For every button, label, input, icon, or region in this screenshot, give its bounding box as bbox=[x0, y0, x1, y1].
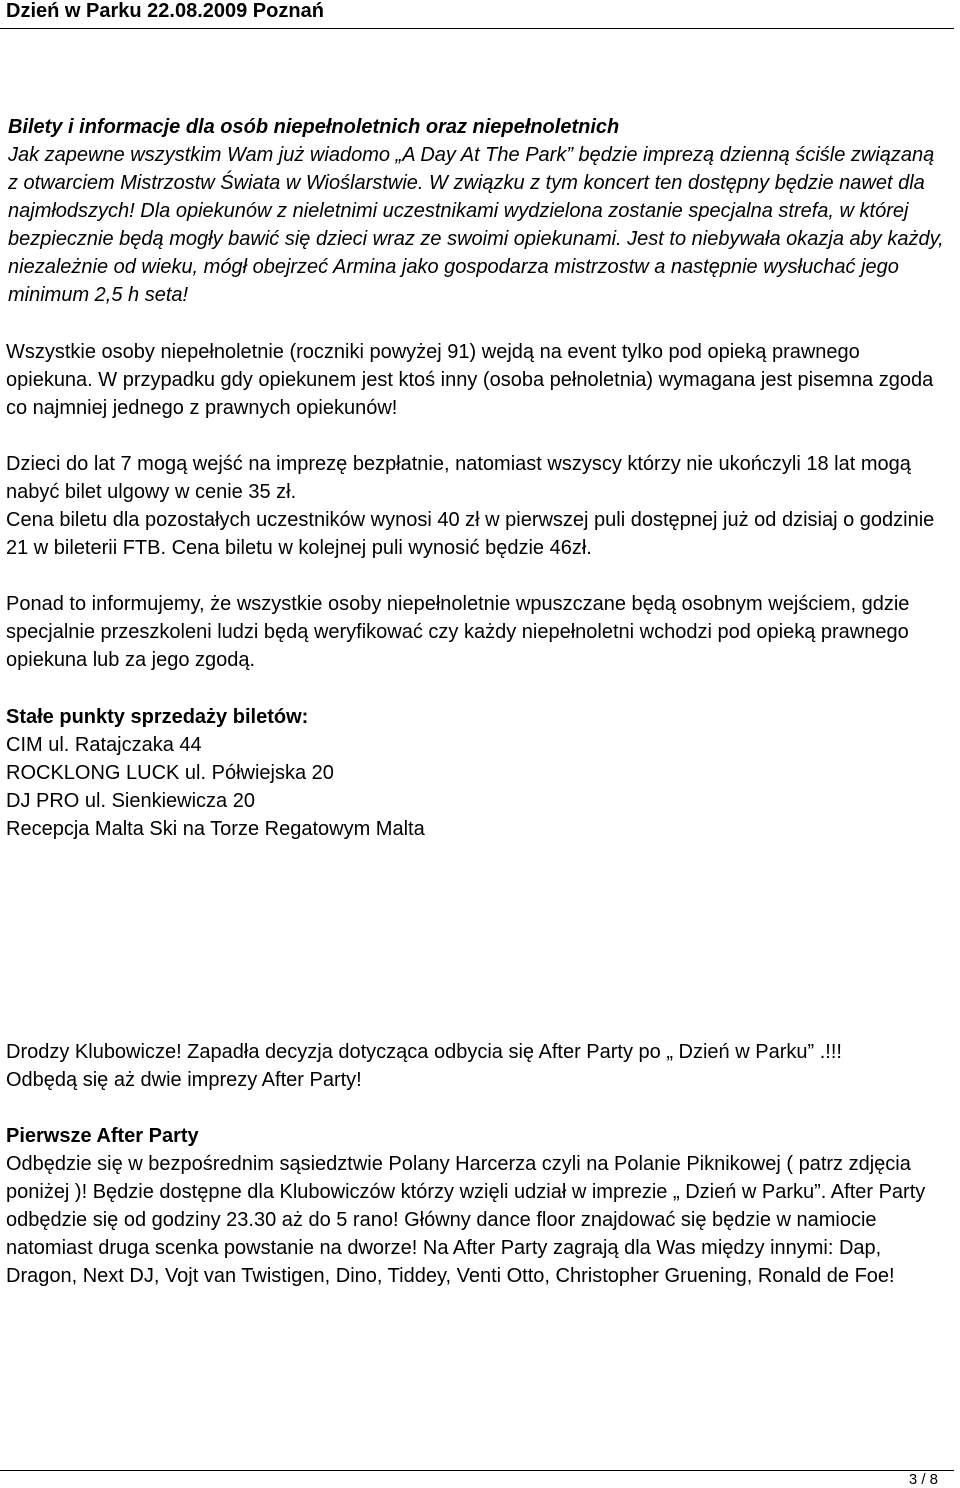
afterparty-intro bbox=[6, 1038, 951, 1094]
ticket-price-paragraph: Cena biletu dla pozostałych uczestników wynosi 40 zł w pierwszej puli dostępnej już od dzisiaj o godzinie 21 w bileterii FTB. Cena biletu w kolejnej puli wynosić będzie 46zł. bbox=[6, 509, 935, 559]
child-ticket-paragraph: Dzieci do lat 7 mogą wejść na imprezę bezpłatnie, natomiast wszyscy którzy nie ukończyli 18 lat mogą nabyć bilet ulgowy w cenie 35 zł. bbox=[6, 453, 911, 503]
first-afterparty-heading: Pierwsze After Party bbox=[6, 1125, 199, 1147]
minors-guardian-paragraph: Wszystkie osoby niepełnoletnie (roczniki powyżej 91) wejdą na event tylko pod opieką prawnego opiekuna. W przypadku gdy opiekunem jest ktoś inny (osoba pełnoletnia) wymagana jest pisemna zgoda co najmniej jednego z prawnych opiekunów! bbox=[6, 341, 934, 419]
first-afterparty-section bbox=[6, 1122, 956, 1290]
sales-point-item: Recepcja Malta Ski na Torze Regatowym Malta bbox=[6, 818, 425, 840]
ticket-info-heading: Bilety i informacje dla osób niepełnoletnich oraz niepełnoletnich bbox=[8, 116, 620, 138]
page-number: 3 / 8 bbox=[908, 1471, 938, 1488]
sales-points-heading: Stałe punkty sprzedaży biletów: bbox=[6, 706, 309, 728]
afterparty-intro-line: Odbędą się aż dwie imprezy After Party! bbox=[6, 1069, 362, 1091]
header-divider bbox=[0, 28, 954, 29]
ticket-info-section bbox=[8, 113, 948, 309]
sales-point-item: DJ PRO ul. Sienkiewicza 20 bbox=[6, 790, 255, 812]
document-title: Dzień w Parku 22.08.2009 Poznań bbox=[6, 0, 324, 22]
afterparty-intro-line: Drodzy Klubowicze! Zapadła decyzja dotycząca odbycia się After Party po „ Dzień w Parku” .!!! bbox=[6, 1041, 842, 1063]
sales-point-item: ROCKLONG LUCK ul. Półwiejska 20 bbox=[6, 762, 334, 784]
first-afterparty-text: Odbędzie się w bezpośrednim sąsiedztwie Polany Harcerza czyli na Polanie Piknikowej ( patrz zdjęcia poniżej )! Będzie dostępne dla Klubowiczów którzy wzięli udział w imprezie „ Dzień w Parku”. After Party odbędzie się od godziny 23.30 aż do 5 rano! Główny dance floor znajdować się będzie w namiocie natomiast druga scenka powstanie na dworze! Na After Party zagrają dla Was między innymi: Dap, Dragon, Next DJ, Vojt van Twistigen, Dino, Tiddey, Venti Otto, Christopher Gruening, Ronald de Foe! bbox=[6, 1153, 926, 1287]
sales-points bbox=[6, 703, 906, 843]
footer-divider bbox=[0, 1470, 954, 1471]
separate-entrance-paragraph: Ponad to informujemy, że wszystkie osoby niepełnoletnie wpuszczane będą osobnym wejściem, gdzie specjalnie przeszkoleni ludzi będą weryfikować czy każdy niepełnoletni wchodzi pod opieką prawnego opiekuna lub za jego zgodą. bbox=[6, 593, 910, 671]
sales-point-item: CIM ul. Ratajczaka 44 bbox=[6, 734, 202, 756]
ticket-info-text: Jak zapewne wszystkim Wam już wiadomo „A Day At The Park” będzie imprezą dzienną ściśle związaną z otwarciem Mistrzostw Świata w Wioślarstwie. W związku z tym koncert ten dostępny będzie nawet dla najmłodszych! Dla opiekunów z nieletnimi uczestnikami wydzielona zostanie specjalna strefa, w której bezpiecznie będą mogły bawić się dzieci wraz ze swoimi opiekunami. Jest to niebywała okazja aby każdy, niezależnie od wieku, mógł obejrzeć Armina jako gospodarza mistrzostw a następnie wysłuchać jego minimum 2,5 h seta! bbox=[8, 144, 944, 306]
